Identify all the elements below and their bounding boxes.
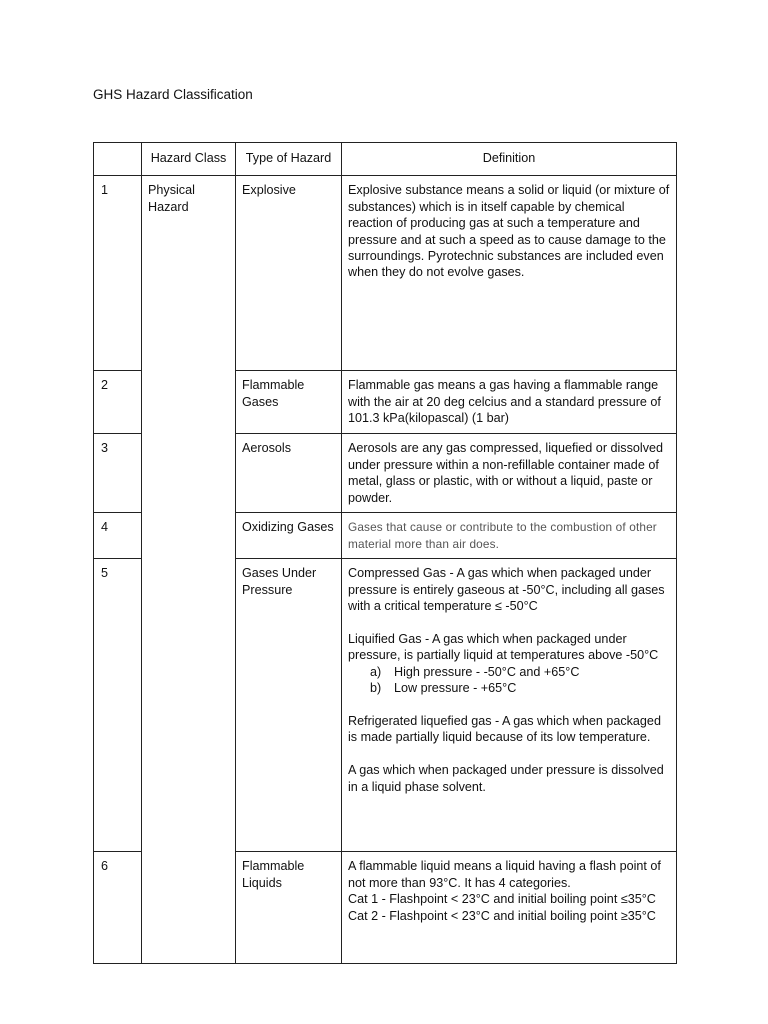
row-number: 6: [94, 852, 142, 964]
hazard-type: Oxidizing Gases: [236, 513, 342, 559]
definition-compressed-gas: Compressed Gas - A gas which when packaged under pressure is entirely gaseous at -50°C, including all gases with a critical temperature ≤ -50°C: [348, 566, 665, 614]
list-item-text: Low pressure - +65°C: [394, 681, 517, 696]
table-row: [94, 176, 677, 371]
header-type-of-hazard: Type of Hazard: [236, 143, 342, 176]
list-item: [348, 664, 670, 680]
document-title: GHS Hazard Classification: [93, 87, 253, 102]
row-number: 1: [94, 176, 142, 371]
list-item-text: High pressure - -50°C and +65°C: [394, 664, 580, 679]
hazard-definition: Aerosols are any gas compressed, liquefied or dissolved under pressure within a non-refillable container made of metal, glass or plastic, with or without a liquid, paste or powder.: [342, 434, 677, 513]
row-number: 2: [94, 371, 142, 434]
hazard-definition: Explosive substance means a solid or liquid (or mixture of substances) which is in itself capable by chemical reaction of producing gas at such a temperature and pressure and at such a speed as to cause damage to the surroundings. Pyrotechnic substances are included even when they do not evolve gases.: [342, 176, 677, 371]
definition-category-1: Cat 1 - Flashpoint < 23°C and initial boiling point ≤35°C: [348, 892, 656, 907]
definition-refrigerated-gas: Refrigerated liquefied gas - A gas which when packaged is made partially liquid because of its low temperature.: [348, 714, 661, 745]
definition-liquified-gas: Liquified Gas - A gas which when packaged under pressure, is partially liquid at temperatures above -50°C: [348, 632, 659, 663]
header-hazard-class: Hazard Class: [142, 143, 236, 176]
header-number: [94, 143, 142, 176]
row-number: 3: [94, 434, 142, 513]
definition-flammable-liquid: A flammable liquid means a liquid having a flash point of not more than 93°C. It has 4 categories.: [348, 859, 661, 890]
hazard-type: Explosive: [236, 176, 342, 371]
list-item: [348, 680, 670, 696]
hazard-class-cell: Physical Hazard: [142, 176, 236, 964]
hazard-table: [93, 142, 677, 964]
hazard-type: Flammable Liquids: [236, 852, 342, 964]
header-definition: Definition: [342, 143, 677, 176]
hazard-definition: Flammable gas means a gas having a flammable range with the air at 20 deg celcius and a standard pressure of 101.3 kPa(kilopascal) (1 bar): [342, 371, 677, 434]
table-header-row: [94, 143, 677, 176]
row-number: 4: [94, 513, 142, 559]
hazard-definition: [342, 559, 677, 852]
definition-dissolved-gas: A gas which when packaged under pressure is dissolved in a liquid phase solvent.: [348, 763, 664, 794]
row-number: 5: [94, 559, 142, 852]
hazard-definition: Gases that cause or contribute to the combustion of other material more than air does.: [342, 513, 677, 559]
hazard-type: Gases Under Pressure: [236, 559, 342, 852]
list-marker: b): [370, 681, 382, 696]
list-marker: a): [370, 664, 382, 679]
definition-category-2: Cat 2 - Flashpoint < 23°C and initial boiling point ≥35°C: [348, 908, 656, 923]
hazard-type: Flammable Gases: [236, 371, 342, 434]
hazard-definition: [342, 852, 677, 964]
hazard-type: Aerosols: [236, 434, 342, 513]
